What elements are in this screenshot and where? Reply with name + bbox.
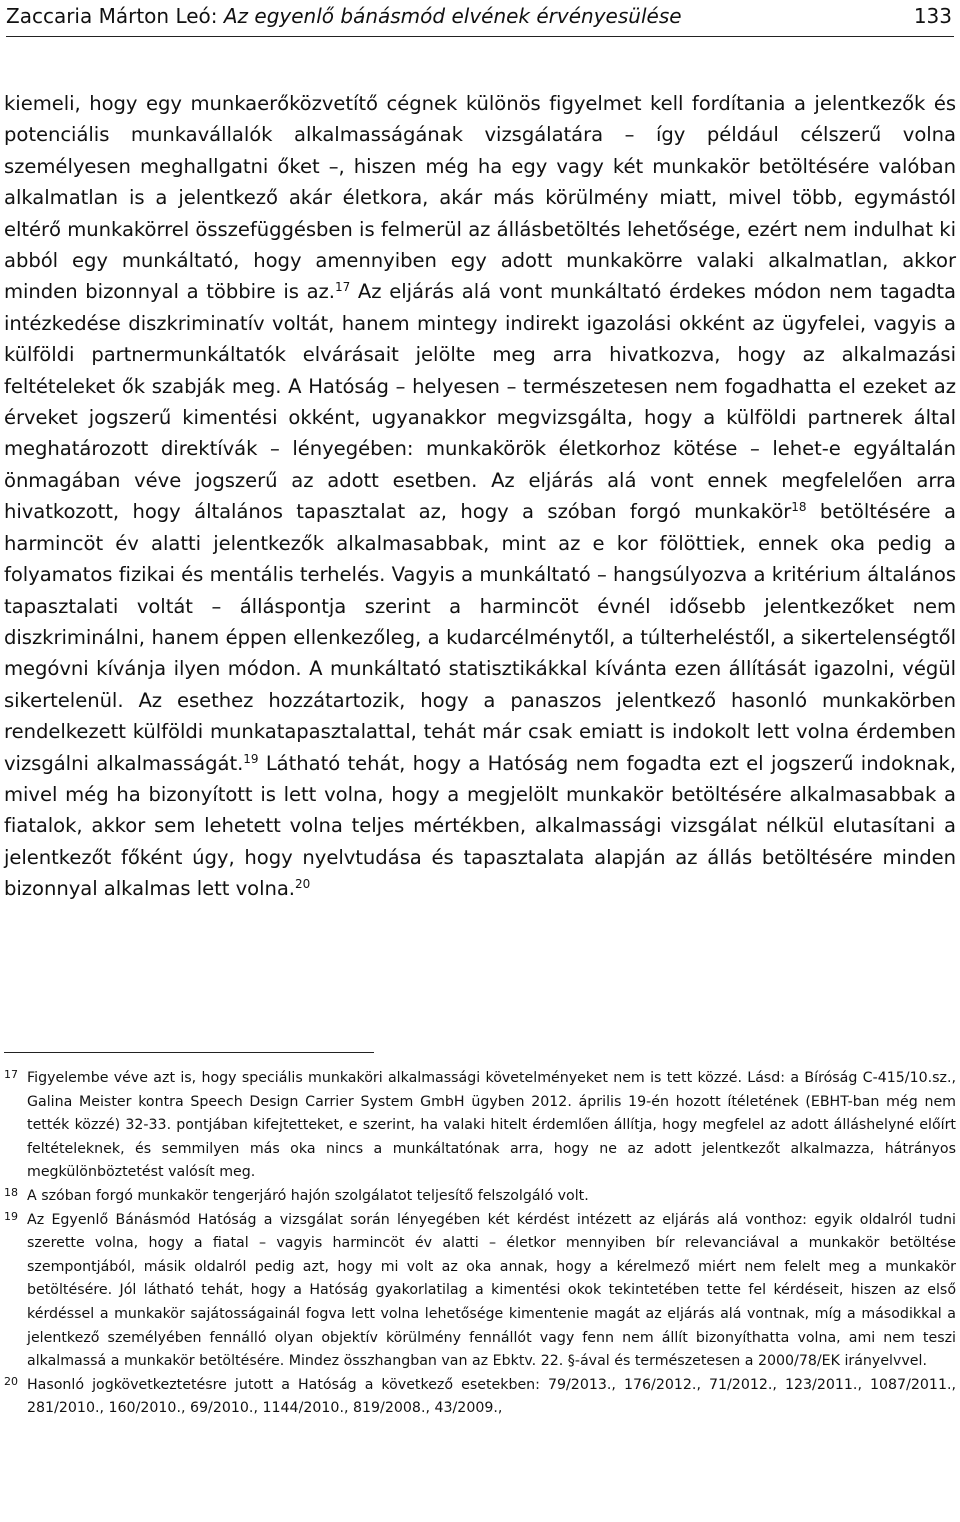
body-paragraph-1: kiemeli, hogy egy munkaerőközvetítő cégnek különös figyelmet kell fordítania a jelentkezők és potenciális munkavállalók alkalmasságának vizsgálatára – így például célszerű volna személyesen meghallgatni őket –, hiszen még ha egy vagy két munkakör betöltésére valóban alkalmatlan is a jelentkező akár életkora, akár más körülmény miatt, mivel több, egymástól eltérő munkakörrel összefüggésben is felmerül az állásbetöltés lehetősége, ezért nem indulhat ki abból egy munkáltató, hogy amennyiben egy adott munkakörre valaki alkalmatlan, akkor minden bizonnyal a többire is az. bbox=[4, 92, 956, 304]
footnote-text: Figyelembe véve azt is, hogy speciális munkaköri alkalmassági követelményeket nem is tett közzé. Lásd: a Bíróság C-415/10.sz., Galina Meister kontra Speech Design Carrier System GmbH ügyben 2012. április 19-én hozott ítéletének (EBHT-ban még nem tették közzé) 32-33. pontjában kifejtetteket, e szerint, ha valaki hitelt érdemlően állítja, hogy megfelel az adott álláshelyné előírt feltételeknek, és semmilyen más oka nincs a munkáltatónak arra, hogy ne az adott jelentkezőt alkalmazza, hátrányos megkülönböztetést valósít meg. bbox=[27, 1070, 956, 1181]
footnote-number: 18 bbox=[4, 1185, 18, 1199]
running-header bbox=[6, 0, 954, 37]
page-number: 133 bbox=[913, 4, 952, 28]
footnote-text: A szóban forgó munkakör tengerjáró hajón szolgálatot teljesítő felszolgáló volt. bbox=[27, 1187, 589, 1204]
footnote-divider bbox=[4, 1052, 374, 1053]
footnote-17 bbox=[4, 1067, 956, 1185]
footnote-ref-20[interactable]: 20 bbox=[294, 877, 311, 892]
header-title: Az egyenlő bánásmód elvének érvényesülése bbox=[223, 4, 682, 28]
footnote-text: Hasonló jogkövetkeztetésre jutott a Hatóság a következő esetekben: 79/2013., 176/2012., 71/2012., 123/2011., 1087/2011., 281/2010., 160/2010., 69/2010., 1144/2010., 819/2008., 43/2009., bbox=[27, 1376, 956, 1417]
footnote-19 bbox=[4, 1209, 956, 1374]
footnote-ref-17[interactable]: 17 bbox=[334, 280, 351, 295]
footnote-number: 20 bbox=[4, 1374, 18, 1388]
body-paragraph-4: Látható tehát, hogy a Hatóság nem fogadta ezt el jogszerű indoknak, mivel még ha bizonyított is lett volna, hogy a megjelölt munkakör betöltésére alkalmasabbak a fiatalok, akkor sem lehetett volna teljes mértékben, alkalmassági vizsgálat nélkül elutasítani a jelentkezőt főként úgy, hogy nyelvtudása és tapasztalata alapján az állás betöltésére minden bizonnyal alkalmas lett volna. bbox=[4, 751, 956, 901]
footnote-ref-19[interactable]: 19 bbox=[243, 751, 259, 766]
footnote-20 bbox=[4, 1374, 956, 1421]
body-text bbox=[4, 88, 956, 905]
header-author: Zaccaria Márton Leó: bbox=[6, 4, 218, 28]
footnote-text: Az Egyenlő Bánásmód Hatóság a vizsgálat során lényegében két kérdést intézett az eljárás alá vonthoz: egyik oldalról tudni szerette volna, hogy a fiatal – vagyis harmincöt év alatti – életkor mennyiben bír relevanciával a munkakör betöltése szempontjából, másik oldalról pedig azt, hogy mi volt az oka annak, hogy a kérelmező miért nem felelt meg a munkakör betöltésére. Jól látható tehát, hogy a Hatóság gyakorlatilag a kimentési okok tekintetében tette fel kérdéseit, hiszen az első kérdéssel a munkakör sajátosságainál fogva lett volna lehetősége kimentenie magát az eljárás alá vontnak, míg a másodikkal a jelentkező személyében fennálló olyan objektív körülmény fennállót vagy fenn nem állít bizonyíthatta volna, ami nem teszi alkalmassá a munkakör betöltésére. Mindez összhangban van az Ebktv. 22. §-ával és természetesen a 2000/78/EK irányelvvel. bbox=[27, 1211, 956, 1370]
footnote-number: 19 bbox=[4, 1209, 18, 1223]
body-paragraph-3: betöltésére a harmincöt év alatti jelentkezők alkalmasabbak, mint az e kor fölöttiek, ennek oka pedig a folyamatos fizikai és mentális terhelés. Vagyis a munkáltató – hangsúlyozva a kritérium általános tapasztalati voltát – álláspontja szerint a harmincöt évnél idősebb jelentkezőket nem diszkriminálni, hanem éppen ellenkezőleg, a kudarcélménytől, a túlterheléstől, a sikertelenségtől megóvni kívánja ilyen módon. A munkáltató statisztikákkal kívánta ezen állítását igazolni, végül sikertelenül. Az esethez hozzátartozik, hogy a panaszos jelentkező hasonló munkakörben rendelkezett külföldi munkatapasztalattal, tehát már csak emiatt is indokolt lett volna érdemben vizsgálni alkalmasságát. bbox=[4, 500, 956, 775]
footnote-ref-18[interactable]: 18 bbox=[791, 500, 807, 515]
header-left bbox=[6, 4, 682, 28]
body-paragraph-2: Az eljárás alá vont munkáltató érdekes módon nem tagadta intézkedése diszkriminatív voltát, hanem mintegy indirekt igazolási okként az ügyfelei, vagyis a külföldi partnermunkáltatók elvárásait jelölte meg arra hivatkozva, hogy az alkalmazási feltételeket ők szabják meg. A Hatóság – helyesen – természetesen nem fogadhatta el ezeket az érveket jogszerű kimentési okként, ugyanakkor megvizsgálta, hogy a külföldi partnerek által meghatározott direktívák – lényegében: munkakörök életkorhoz kötése – lehet-e egyáltalán önmagában véve jogszerű az adott esetben. Az eljárás alá vont ennek megfelelően arra hivatkozott, hogy általános tapasztalat az, hogy a szóban forgó munkakör bbox=[4, 280, 956, 524]
footnote-18 bbox=[4, 1185, 956, 1209]
footnotes bbox=[4, 1067, 956, 1421]
footnote-number: 17 bbox=[4, 1068, 18, 1081]
